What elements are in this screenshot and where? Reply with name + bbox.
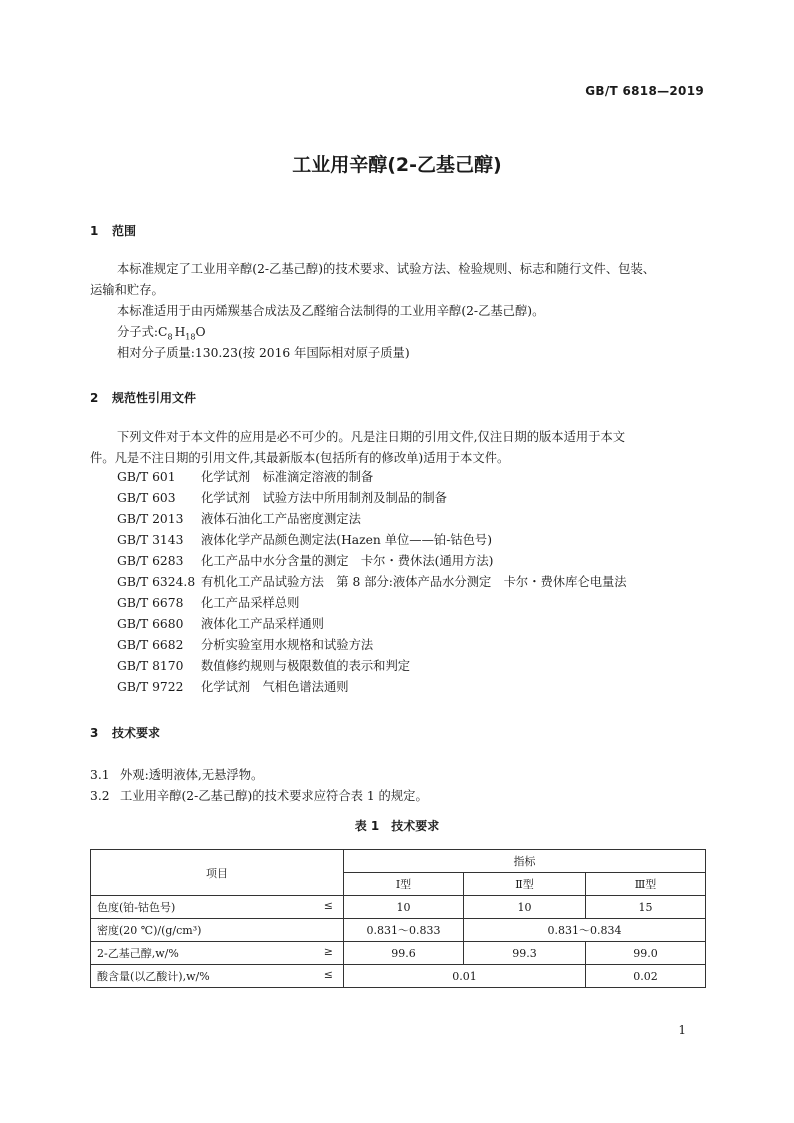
reference-name: 化工产品采样总则 bbox=[201, 596, 300, 610]
row-item-label: 密度(20 ℃)/(g/cm³) bbox=[97, 924, 202, 937]
reference-list bbox=[117, 467, 627, 698]
scope-para2: 本标准适用于由丙烯羰基合成法及乙醛缩合法制得的工业用辛醇(2-乙基己醇)。 bbox=[117, 304, 545, 318]
references-intro-line2: 件。凡是不注日期的引用文件,其最新版本(包括所有的修改单)适用于本文件。 bbox=[90, 451, 510, 465]
section-heading-technical-requirements bbox=[90, 724, 160, 741]
reference-item bbox=[117, 488, 627, 509]
reference-item bbox=[117, 551, 627, 572]
formula-h-sub: 18 bbox=[185, 332, 196, 342]
section-title: 范围 bbox=[112, 224, 137, 238]
formula-o: O bbox=[195, 325, 206, 339]
row-item bbox=[91, 965, 344, 988]
table-row bbox=[91, 896, 706, 919]
row-item-label: 酸含量(以乙酸计),w/% bbox=[97, 970, 210, 983]
reference-name: 液体化工产品采样通则 bbox=[201, 617, 324, 631]
reference-code: GB/T 6283 bbox=[117, 554, 184, 568]
limit-symbol: ≤ bbox=[323, 899, 333, 912]
clause-number: 3.2 bbox=[90, 789, 110, 803]
grade-1-header: Ⅰ型 bbox=[344, 873, 464, 896]
clause-3-2 bbox=[90, 786, 428, 804]
reference-code: GB/T 2013 bbox=[117, 512, 184, 526]
scope-para1-line2: 运输和贮存。 bbox=[90, 283, 164, 297]
reference-name: 分析实验室用水规格和试验方法 bbox=[201, 638, 374, 652]
section-title: 规范性引用文件 bbox=[112, 391, 197, 405]
row-item bbox=[91, 919, 344, 942]
row-item-label: 2-乙基己醇,w/% bbox=[97, 947, 179, 960]
reference-code: GB/T 9722 bbox=[117, 680, 184, 694]
reference-code: GB/T 603 bbox=[117, 491, 176, 505]
row-item bbox=[91, 942, 344, 965]
reference-name: 液体化学产品颜色测定法(Hazen 单位——铂-钴色号) bbox=[201, 533, 493, 547]
reference-code: GB/T 6678 bbox=[117, 596, 184, 610]
reference-name: 化工产品中水分含量的测定 卡尔・费休法(通用方法) bbox=[201, 554, 494, 568]
reference-name: 有机化工产品试验方法 第 8 部分:液体产品水分测定 卡尔・费休库仑电量法 bbox=[201, 575, 627, 589]
formula-h: H bbox=[174, 325, 186, 339]
row-value: 99.3 bbox=[464, 942, 586, 965]
formula-c-sub: 8 bbox=[167, 332, 173, 342]
row-value: 99.6 bbox=[344, 942, 464, 965]
reference-name: 数值修约规则与极限数值的表示和判定 bbox=[201, 659, 411, 673]
grade-3-header: Ⅲ型 bbox=[586, 873, 706, 896]
reference-name: 化学试剂 气相色谱法通则 bbox=[201, 680, 349, 694]
clause-text: 外观:透明液体,无悬浮物。 bbox=[120, 768, 264, 782]
row-value: 10 bbox=[344, 896, 464, 919]
grade-2-header: Ⅱ型 bbox=[464, 873, 586, 896]
table-caption: 表 1 技术要求 bbox=[354, 819, 440, 833]
row-value: 15 bbox=[586, 896, 706, 919]
limit-symbol: ≤ bbox=[323, 968, 333, 981]
section-number: 3 bbox=[90, 726, 99, 740]
row-value: 0.831～0.834 bbox=[464, 919, 706, 942]
scope-para1-line1: 本标准规定了工业用辛醇(2-乙基己醇)的技术要求、试验方法、检验规则、标志和随行文件、包装、 bbox=[117, 262, 656, 276]
section-title: 技术要求 bbox=[112, 726, 161, 740]
section-heading-scope bbox=[90, 222, 136, 239]
reference-code: GB/T 6682 bbox=[117, 638, 184, 652]
reference-item bbox=[117, 530, 627, 551]
reference-item bbox=[117, 572, 627, 593]
table-header-row bbox=[91, 850, 706, 873]
references-intro-line1: 下列文件对于本文件的应用是必不可少的。凡是注日期的引用文件,仅注日期的版本适用于本文 bbox=[117, 430, 626, 444]
formula-label: 分子式: bbox=[117, 325, 159, 339]
molecular-mass: 相对分子质量:130.23(按 2016 年国际相对原子质量) bbox=[117, 346, 410, 360]
clause-3-1 bbox=[90, 765, 263, 783]
formula-c: C bbox=[158, 325, 168, 339]
reference-name: 化学试剂 标准滴定溶液的制备 bbox=[201, 470, 374, 484]
table-row bbox=[91, 919, 706, 942]
section-number: 2 bbox=[90, 391, 99, 405]
section-number: 1 bbox=[90, 224, 99, 238]
reference-name: 化学试剂 试验方法中所用制剂及制品的制备 bbox=[201, 491, 447, 505]
row-value: 0.831～0.833 bbox=[344, 919, 464, 942]
standard-code: GB/T 6818—2019 bbox=[585, 84, 704, 98]
clause-number: 3.1 bbox=[90, 768, 110, 782]
header-item: 项目 bbox=[91, 850, 344, 896]
section-heading-normative-references bbox=[90, 389, 196, 406]
reference-code: GB/T 601 bbox=[117, 470, 176, 484]
reference-code: GB/T 3143 bbox=[117, 533, 184, 547]
row-item-label: 色度(铂-钴色号) bbox=[97, 901, 176, 914]
technical-requirements-table bbox=[90, 849, 706, 988]
table-row bbox=[91, 965, 706, 988]
row-value: 99.0 bbox=[586, 942, 706, 965]
header-index: 指标 bbox=[344, 850, 706, 873]
reference-item bbox=[117, 593, 627, 614]
row-item bbox=[91, 896, 344, 919]
table-row bbox=[91, 942, 706, 965]
clause-text: 工业用辛醇(2-乙基己醇)的技术要求应符合表 1 的规定。 bbox=[120, 789, 428, 803]
reference-item bbox=[117, 467, 627, 488]
row-value: 10 bbox=[464, 896, 586, 919]
page-number: 1 bbox=[678, 1023, 686, 1037]
document-title: 工业用辛醇(2-乙基己醇) bbox=[292, 154, 502, 176]
reference-code: GB/T 8170 bbox=[117, 659, 184, 673]
reference-code: GB/T 6680 bbox=[117, 617, 184, 631]
reference-item bbox=[117, 614, 627, 635]
reference-item bbox=[117, 677, 627, 698]
reference-item bbox=[117, 635, 627, 656]
reference-name: 液体石油化工产品密度测定法 bbox=[201, 512, 361, 526]
limit-symbol: ≥ bbox=[323, 945, 333, 958]
row-value: 0.02 bbox=[586, 965, 706, 988]
row-value: 0.01 bbox=[344, 965, 586, 988]
reference-item bbox=[117, 656, 627, 677]
reference-code: GB/T 6324.8 bbox=[117, 575, 196, 589]
reference-item bbox=[117, 509, 627, 530]
